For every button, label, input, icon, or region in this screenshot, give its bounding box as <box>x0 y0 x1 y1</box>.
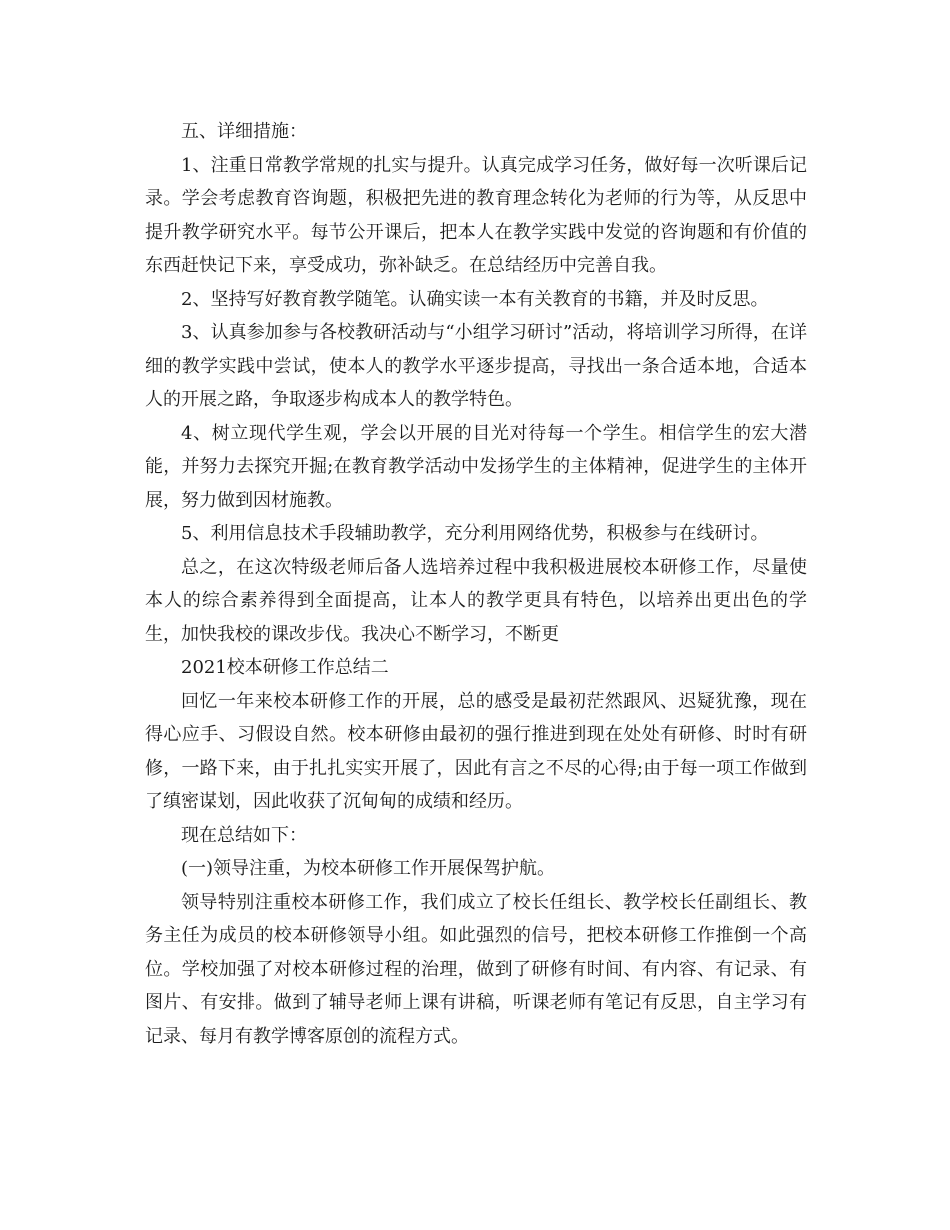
subheading-leadership: (一)领导注重，为校本研修工作开展保驾护航。 <box>181 858 556 879</box>
paragraph-conclusion: 总之，在这次特级老师后备人选培养过程中我积极进展校本研修工作，尽量使本人的综合素养得到全面提高，让本人的教学更具有特色，以培养出更出色的学生，加快我校的课改步伐。我决心不断学习，不断更 <box>145 556 807 645</box>
paragraph-measure-4: 4、树立现代学生观，学会以开展的目光对待每一个学生。相信学生的宏大潜能，并努力去探究开掘;在教育教学活动中发扬学生的主体精神，促进学生的主体开展，努力做到因材施教。 <box>145 422 807 511</box>
paragraph-measure-1: 1、注重日常教学常规的扎实与提升。认真完成学习任务，做好每一次听课后记录。学会考虑教育咨询题，积极把先进的教育理念转化为老师的行为等，从反思中提升教学研究水平。每节公开课后，把本人在教学实践中发觉的咨询题和有价值的东西赶快记下来，享受成功，弥补缺乏。在总结经历中完善自我。 <box>145 154 807 276</box>
paragraph-measure-2: 2、坚持写好教育教学随笔。认确实读一本有关教育的书籍，并及时反思。 <box>181 288 769 310</box>
paragraph-measure-3: 3、认真参加参与各校教研活动与“小组学习研讨”活动，将培训学习所得，在详细的教学实践中尝试，使本人的教学水平逐步提高，寻找出一条合适本地，合适本人的开展之路，争取逐步构成本人的教学特色。 <box>145 322 807 410</box>
section-title-summary-two: 2021校本研修工作总结二 <box>181 657 389 678</box>
paragraph-measure-5: 5、利用信息技术手段辅助教学，充分利用网络优势，积极参与在线研讨。 <box>181 523 769 544</box>
paragraph-leadership: 领导特别注重校本研修工作，我们成立了校长任组长、教学校长任副组长、教务主任为成员的校本研修领导小组。如此强烈的信号，把校本研修工作推倒一个高位。学校加强了对校本研修过程的治理，做到了研修有时间、有内容、有记录、有图片、有安排。做到了辅导老师上课有讲稿，听课老师有笔记有反思，自主学习有记录、每月有教学博客原创的流程方式。 <box>145 891 807 1047</box>
paragraph-summary-intro: 现在总结如下： <box>181 824 307 846</box>
paragraph-review: 回忆一年来校本研修工作的开展，总的感受是最初茫然跟风、迟疑犹豫，现在得心应手、习假设自然。校本研修由最初的强行推进到现在处处有研修、时时有研修，一路下来，由于扎扎实实开展了，因此有言之不尽的心得;由于每一项工作做到了缜密谋划，因此收获了沉甸甸的成绩和经历。 <box>145 690 807 812</box>
document-body <box>145 115 807 1053</box>
section-heading-measures: 五、详细措施： <box>181 121 307 142</box>
